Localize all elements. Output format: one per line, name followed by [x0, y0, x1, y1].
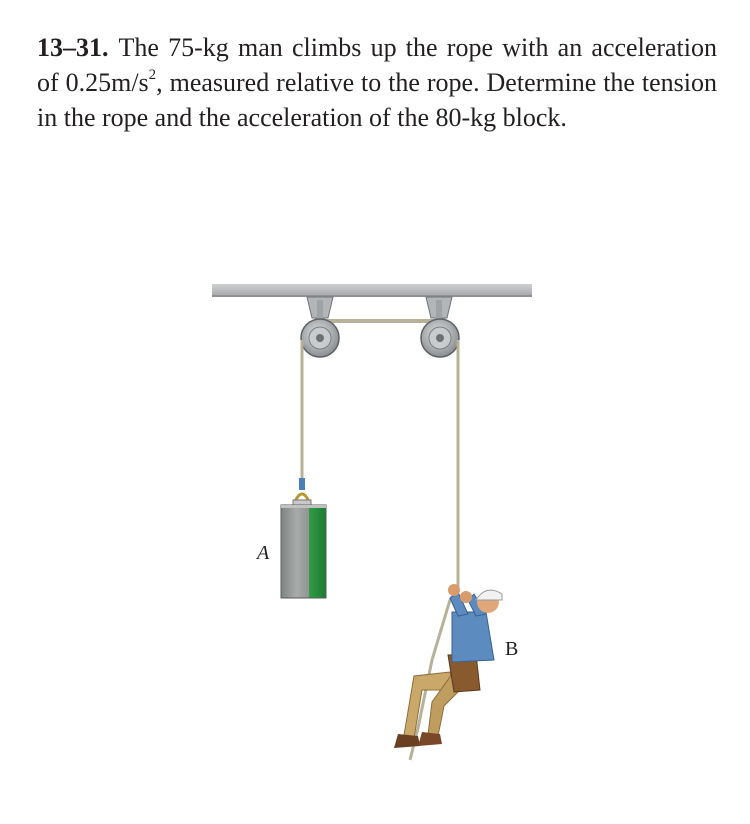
block-hook: [293, 478, 311, 506]
superscript-two: 2: [148, 67, 157, 84]
problem-text-part1: The 75-kg man climbs up the rope with an acceleration of 0.25m/s: [37, 33, 717, 97]
label-block-a: A: [257, 542, 270, 564]
right-pulley: [421, 319, 459, 357]
left-pulley-bracket: [307, 297, 333, 320]
block-a: [281, 505, 326, 598]
ceiling-beam: [212, 284, 532, 296]
problem-text-part2: , measured relative to the rope. Determine the tension in the rope and the acceleration of the 80-kg block.: [37, 68, 717, 132]
right-pulley-bracket: [426, 297, 452, 320]
ceiling-edge: [212, 295, 532, 297]
problem-number: 13–31.: [37, 33, 109, 62]
label-man-b: B: [505, 638, 519, 660]
left-pulley: [301, 319, 339, 357]
